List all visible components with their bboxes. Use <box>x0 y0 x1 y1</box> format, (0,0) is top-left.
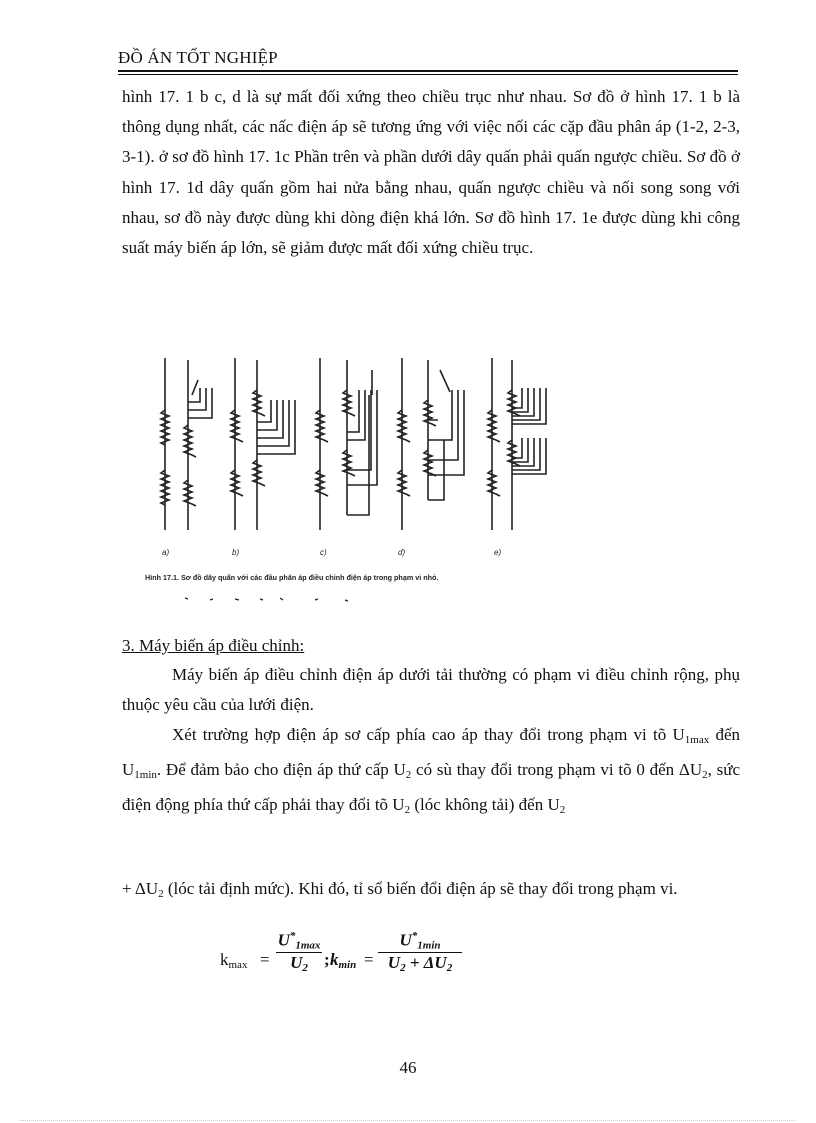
paragraph-3: Xét trường hợp điện áp sơ cấp phía cao áp thay đổi trong phạm vi tõ $U_{1max}$ đến $U_{1min}$. Để đảm bảo cho điện áp thứ cấp $U_2$ có sù thay đổi trong phạm vi tõ 0 đến $\Delta U_2$, sức điện động phía thứ cấp phải thay đổi tõ $U_2$ (lóc không tải) đến $U_2$ <box>122 725 741 817</box>
bottom-dotted-line <box>20 1120 796 1121</box>
header-rule-thick <box>118 70 738 72</box>
diagram-d <box>398 358 464 530</box>
paragraph-1: hình 17. 1 b c, d là sự mất đối xứng theo chiều trục như nhau. Sơ đồ ở hình 17. 1 b là thông dụng nhất, các nấc điện áp sẽ tương ứng với việc nối các cặp đầu phân áp (1-2, 2-3, 3-1). ở sơ đồ hình 17. 1c Phần trên và phần dưới dây quấn phải quấn ngược chiều. Sơ đồ ở hình 17. 1d dây quấn gồm hai nửa bằng nhau, quấn ngược chiều và nối song song với nhau, sơ đồ này được dùng khi dòng điện khá lớn. Sơ đồ hình 17. 1e được dùng khi công suất máy biến áp lớn, sẽ giảm được mất đối xứng chiều trục. <box>122 87 740 258</box>
figure-label-b: b) <box>232 548 240 557</box>
figure-label-e: e) <box>494 548 502 557</box>
figure-label-d: d) <box>398 548 406 557</box>
section-heading: 3. Máy biến áp điều chỉnh: <box>122 636 305 655</box>
ratio-formula: $k_{max}$ = $U^*_{1max}$ $U_2$ ; $k_{min}$ = $U^*_{1min}$ $U_2 + \Delta U_2$ <box>220 930 520 990</box>
diagram-a <box>161 358 212 530</box>
diagram-b <box>231 358 295 530</box>
header-title: ĐỒ ÁN TỐT NGHIỆP <box>118 48 278 67</box>
diagram-c <box>316 358 377 530</box>
paragraph-4: + $\Delta U_2$ (lóc tải định mức). Khi đó, tỉ số biến đổi điện áp sẽ thay đổi trong phạm vi. <box>122 879 678 900</box>
page-number: 46 <box>399 1058 417 1077</box>
diagram-e <box>488 358 546 530</box>
header-rule-thin <box>118 74 738 75</box>
figure-label-a: a) <box>162 548 170 557</box>
figure-caption: Hình 17.1. Sơ đồ dây quấn với các đầu phân áp điều chỉnh điện áp trong phạm vi nhỏ. <box>145 573 439 582</box>
paragraph-2: Máy biến áp điều chỉnh điện áp dưới tải thường có phạm vi điều chỉnh rộng, phụ thuộc yêu cầu của lưới điện. <box>122 665 740 715</box>
figure-label-c: c) <box>320 548 327 557</box>
